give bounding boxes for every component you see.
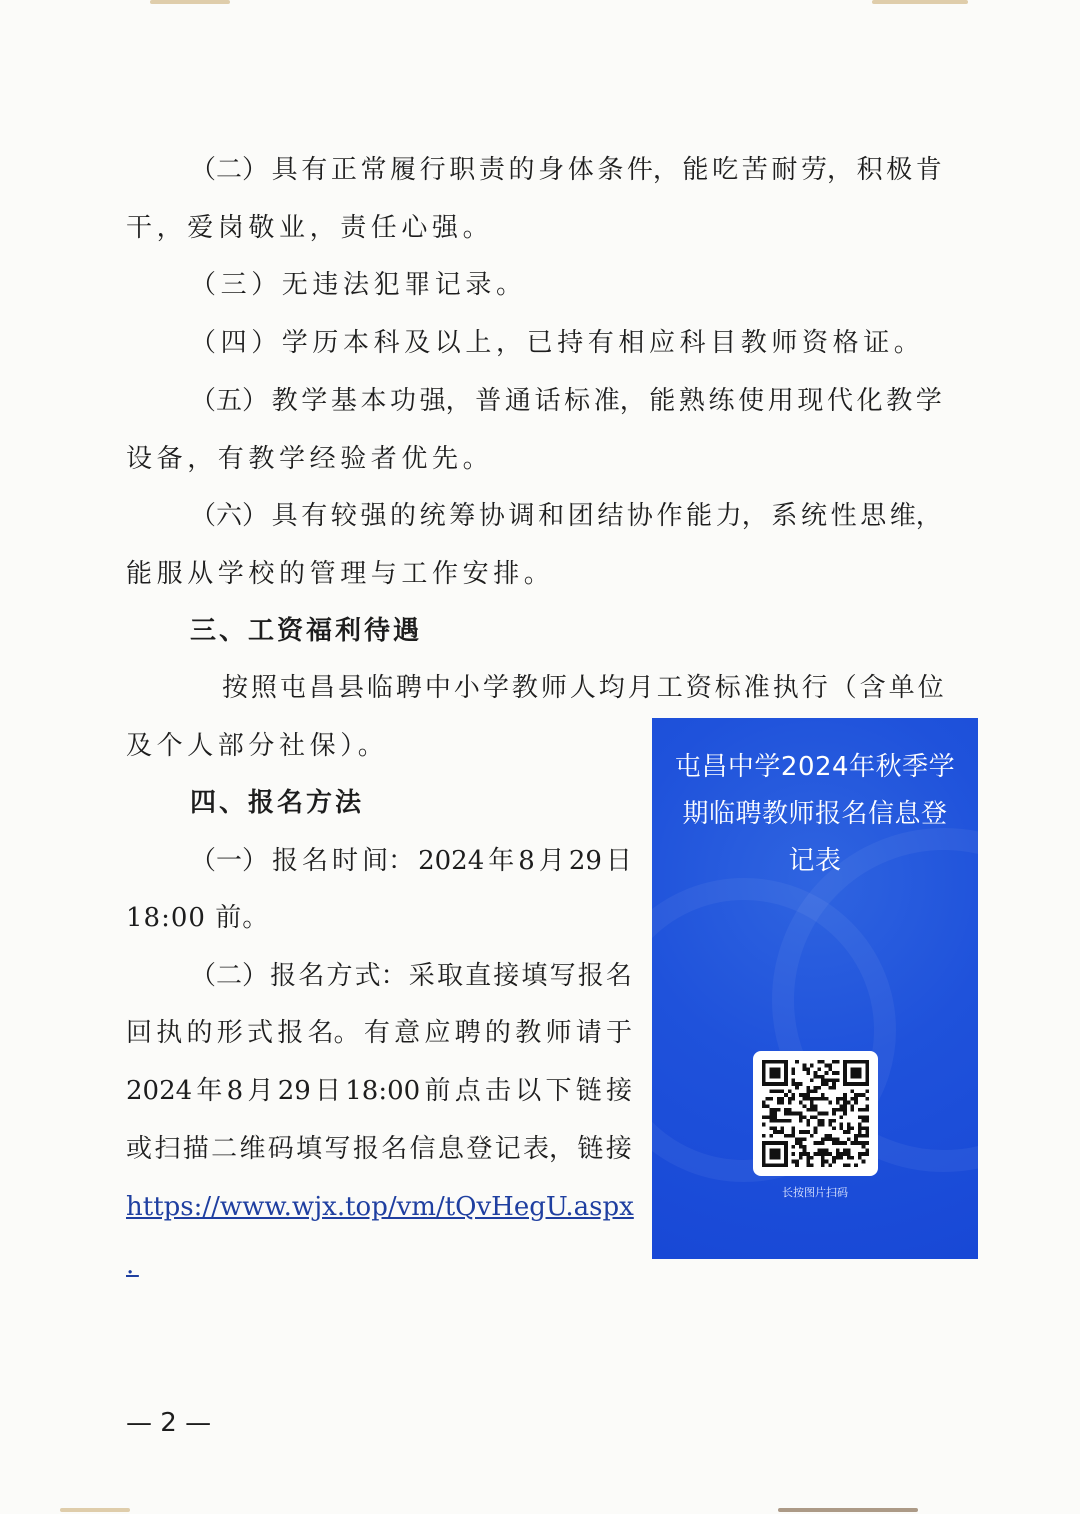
text-token: 形	[216, 1018, 243, 1048]
text-token: （六）	[190, 501, 269, 531]
text-token: （二）	[190, 961, 269, 991]
text-token: 下	[545, 1076, 572, 1106]
text-token: 中	[424, 673, 451, 703]
text-token: 有	[363, 1018, 390, 1048]
text-token: 行	[419, 155, 446, 185]
binding-tab-bottom-right	[778, 1508, 918, 1512]
text-token: 强	[360, 501, 387, 531]
text-token: 直	[465, 961, 492, 991]
registration-method-line-3	[126, 1074, 632, 1108]
text-token: 8	[226, 1076, 244, 1106]
text-token: 执	[772, 673, 799, 703]
text-token: 统	[800, 501, 827, 531]
registration-time-line-2: 18:00 前。	[126, 903, 270, 933]
text-token: 协	[626, 501, 653, 531]
requirement-6-line-1	[190, 499, 942, 533]
text-token: 小	[453, 673, 480, 703]
text-token: 学	[482, 673, 509, 703]
text-token: 接	[605, 1076, 632, 1106]
text-token: 聘	[395, 673, 422, 703]
text-token: 的	[186, 1018, 213, 1048]
text-token: 请	[575, 1018, 602, 1048]
text-token: 教	[515, 1018, 542, 1048]
text-token: 含	[859, 673, 886, 703]
text-token: 式：	[354, 961, 407, 991]
text-token: 间：	[362, 846, 415, 876]
binding-tab-top-left	[150, 0, 230, 4]
text-token: 的	[484, 1018, 511, 1048]
text-token: 采	[408, 961, 435, 991]
text-token: 月	[538, 846, 565, 876]
requirement-5-line-2: 设备，有教学经验者优先。	[126, 444, 494, 474]
text-token: 现	[797, 386, 824, 416]
text-token: 息	[437, 1134, 464, 1164]
text-token: 链	[577, 1134, 604, 1164]
text-token: 化	[856, 386, 883, 416]
qr-registration-card[interactable]	[652, 718, 978, 1259]
text-token: 的	[390, 501, 417, 531]
qr-card-title-line-1: 屯昌中学2024年秋季学	[674, 752, 956, 782]
text-token: 报	[277, 1018, 304, 1048]
text-token: 8	[518, 846, 535, 876]
section-4-heading: 四、报名方法	[190, 788, 365, 818]
text-token: 聘	[454, 1018, 481, 1048]
text-token: 信	[409, 1134, 436, 1164]
text-token: 名	[381, 1134, 408, 1164]
text-token: 写	[549, 961, 576, 991]
registration-time-line-1	[190, 844, 632, 878]
text-token: 击	[484, 1076, 511, 1106]
text-token: 屯	[279, 673, 306, 703]
text-token: 2024	[126, 1076, 193, 1106]
text-token: 学	[915, 386, 942, 416]
text-token: 报	[272, 846, 299, 876]
text-token: 照	[250, 673, 277, 703]
qr-card-title-line-3: 记表	[788, 846, 842, 876]
section-3-heading: 三、工资福利待遇	[190, 616, 423, 646]
text-token: 能	[686, 501, 713, 531]
text-token: 表，	[523, 1134, 576, 1164]
text-token: 体	[567, 155, 594, 185]
text-token: 记	[494, 1134, 521, 1164]
text-token: 作	[656, 501, 683, 531]
text-token: 式	[247, 1018, 274, 1048]
text-token: 描	[182, 1134, 209, 1164]
text-token: 苦	[741, 155, 768, 185]
text-token: 强，	[419, 386, 472, 416]
text-token: 本	[360, 386, 387, 416]
text-token: 正	[330, 155, 357, 185]
text-token: 接	[605, 1134, 632, 1164]
text-token: 积	[856, 155, 883, 185]
requirement-3: （三）无违法犯罪记录。	[190, 270, 527, 300]
text-token: 名	[302, 846, 329, 876]
text-token: 话	[534, 386, 561, 416]
text-token: 教	[886, 386, 913, 416]
text-token: 和	[538, 501, 565, 531]
text-token: 团	[567, 501, 594, 531]
text-token: 县	[337, 673, 364, 703]
requirement-6-line-2: 能服从学校的管理与工作安排。	[126, 559, 555, 589]
text-token: 能	[649, 386, 676, 416]
text-token: 人	[569, 673, 596, 703]
requirement-2-line-1	[190, 153, 942, 187]
text-token: 29	[568, 846, 602, 876]
text-token: 功	[390, 386, 417, 416]
text-token: 练	[708, 386, 735, 416]
qr-card-caption: 长按图片扫码	[782, 1186, 848, 1199]
text-token: 以	[515, 1076, 542, 1106]
text-token: 或	[126, 1134, 153, 1164]
text-token: 年	[488, 846, 515, 876]
registration-link-tail: .	[126, 1250, 139, 1280]
text-token: 通	[504, 386, 531, 416]
text-token: 单	[888, 673, 915, 703]
text-token: 29	[277, 1076, 311, 1106]
text-token: 责	[478, 155, 505, 185]
text-token: 报	[352, 1134, 379, 1164]
text-token: 件，	[626, 155, 679, 185]
text-token: 标	[564, 386, 591, 416]
text-token: 力，	[715, 501, 768, 531]
text-token: 劳，	[800, 155, 853, 185]
text-token: 工	[656, 673, 683, 703]
text-token: 意	[394, 1018, 421, 1048]
text-token: 协	[478, 501, 505, 531]
section-3-body-line-1	[222, 671, 944, 705]
text-token: 扫	[154, 1134, 181, 1164]
text-token: 回	[126, 1018, 153, 1048]
text-token: 报	[270, 961, 297, 991]
text-token: 于	[605, 1018, 632, 1048]
registration-method-line-4	[126, 1132, 632, 1166]
text-token: 学	[301, 386, 328, 416]
text-token: 具	[271, 155, 298, 185]
text-token: 吃	[712, 155, 739, 185]
text-token: 能	[682, 155, 709, 185]
text-token: 月	[627, 673, 654, 703]
text-token: 较	[330, 501, 357, 531]
text-token: 应	[424, 1018, 451, 1048]
text-token: 临	[366, 673, 393, 703]
text-token: 筹	[449, 501, 476, 531]
text-token: 结	[597, 501, 624, 531]
text-token: 执	[156, 1018, 183, 1048]
page-number: — 2 —	[126, 1408, 212, 1438]
text-token: 师	[545, 1018, 572, 1048]
text-token: 的	[508, 155, 535, 185]
text-token: 系	[771, 501, 798, 531]
binding-tab-top-right	[872, 0, 968, 4]
text-token: 昌	[308, 673, 335, 703]
text-token: 点	[454, 1076, 481, 1106]
text-token: 维	[239, 1134, 266, 1164]
qr-card-title-line-2: 期临聘教师报名信息登	[682, 799, 948, 829]
qr-code-icon[interactable]	[753, 1051, 878, 1176]
registration-method-line-1	[190, 959, 632, 993]
text-token: 使	[738, 386, 765, 416]
text-token: 性	[830, 501, 857, 531]
requirement-2-line-2: 干，爱岗敬业，责任心强。	[126, 213, 494, 243]
text-token: 有	[301, 155, 328, 185]
text-token: 行	[801, 673, 828, 703]
text-token: 按	[222, 673, 249, 703]
text-token: 链	[575, 1076, 602, 1106]
text-token: 身	[538, 155, 565, 185]
text-token: 取	[436, 961, 463, 991]
text-token: 极	[886, 155, 913, 185]
text-token: 名	[298, 961, 325, 991]
text-token: 前	[424, 1076, 451, 1106]
text-token: 统	[419, 501, 446, 531]
text-token: （二）	[190, 155, 269, 185]
text-token: 基	[330, 386, 357, 416]
registration-method-line-2	[126, 1016, 632, 1050]
text-token: 条	[597, 155, 624, 185]
qr-card-title	[652, 744, 978, 885]
text-token: 月	[247, 1076, 274, 1106]
text-token: 填	[296, 1134, 323, 1164]
text-token: 熟	[678, 386, 705, 416]
text-token: 登	[466, 1134, 493, 1164]
text-token: 位	[917, 673, 944, 703]
text-token: 肯	[915, 155, 942, 185]
text-token: 名	[605, 961, 632, 991]
text-token: 准，	[593, 386, 646, 416]
text-token: 日	[315, 1076, 342, 1106]
registration-link[interactable]: https://www.wjx.top/vm/tQvHegU.aspx	[126, 1192, 634, 1222]
requirement-5-line-1	[190, 384, 942, 418]
text-token: 普	[475, 386, 502, 416]
section-3-body-line-2: 及个人部分社保）。	[126, 731, 389, 761]
text-token: 调	[508, 501, 535, 531]
text-token: 报	[577, 961, 604, 991]
text-token: 填	[521, 961, 548, 991]
text-token: 接	[493, 961, 520, 991]
text-token: 二	[211, 1134, 238, 1164]
text-token: （五）	[190, 386, 269, 416]
text-token: 方	[326, 961, 353, 991]
text-token: 思	[860, 501, 887, 531]
text-token: 具	[271, 501, 298, 531]
text-token: 有	[301, 501, 328, 531]
text-token: 年	[196, 1076, 223, 1106]
text-token: 名。	[307, 1018, 360, 1048]
binding-tab-bottom-left	[60, 1508, 130, 1512]
requirement-4: （四）学历本科及以上，已持有相应科目教师资格证。	[190, 328, 925, 358]
text-token: （	[830, 673, 857, 703]
text-token: 师	[540, 673, 567, 703]
text-token: 教	[271, 386, 298, 416]
text-token: （一）	[190, 846, 269, 876]
text-token: 资	[685, 673, 712, 703]
text-token: 2024	[418, 846, 485, 876]
text-token: 职	[449, 155, 476, 185]
text-token: 用	[767, 386, 794, 416]
text-token: 维，	[889, 501, 942, 531]
text-token: 常	[360, 155, 387, 185]
text-token: 18:00	[345, 1076, 421, 1106]
text-token: 教	[511, 673, 538, 703]
text-token: 日	[605, 846, 632, 876]
text-token: 标	[714, 673, 741, 703]
text-token: 耐	[771, 155, 798, 185]
text-token: 准	[743, 673, 770, 703]
text-token: 履	[390, 155, 417, 185]
text-token: 码	[267, 1134, 294, 1164]
text-token: 均	[598, 673, 625, 703]
text-token: 时	[332, 846, 359, 876]
text-token: 写	[324, 1134, 351, 1164]
text-token: 代	[826, 386, 853, 416]
